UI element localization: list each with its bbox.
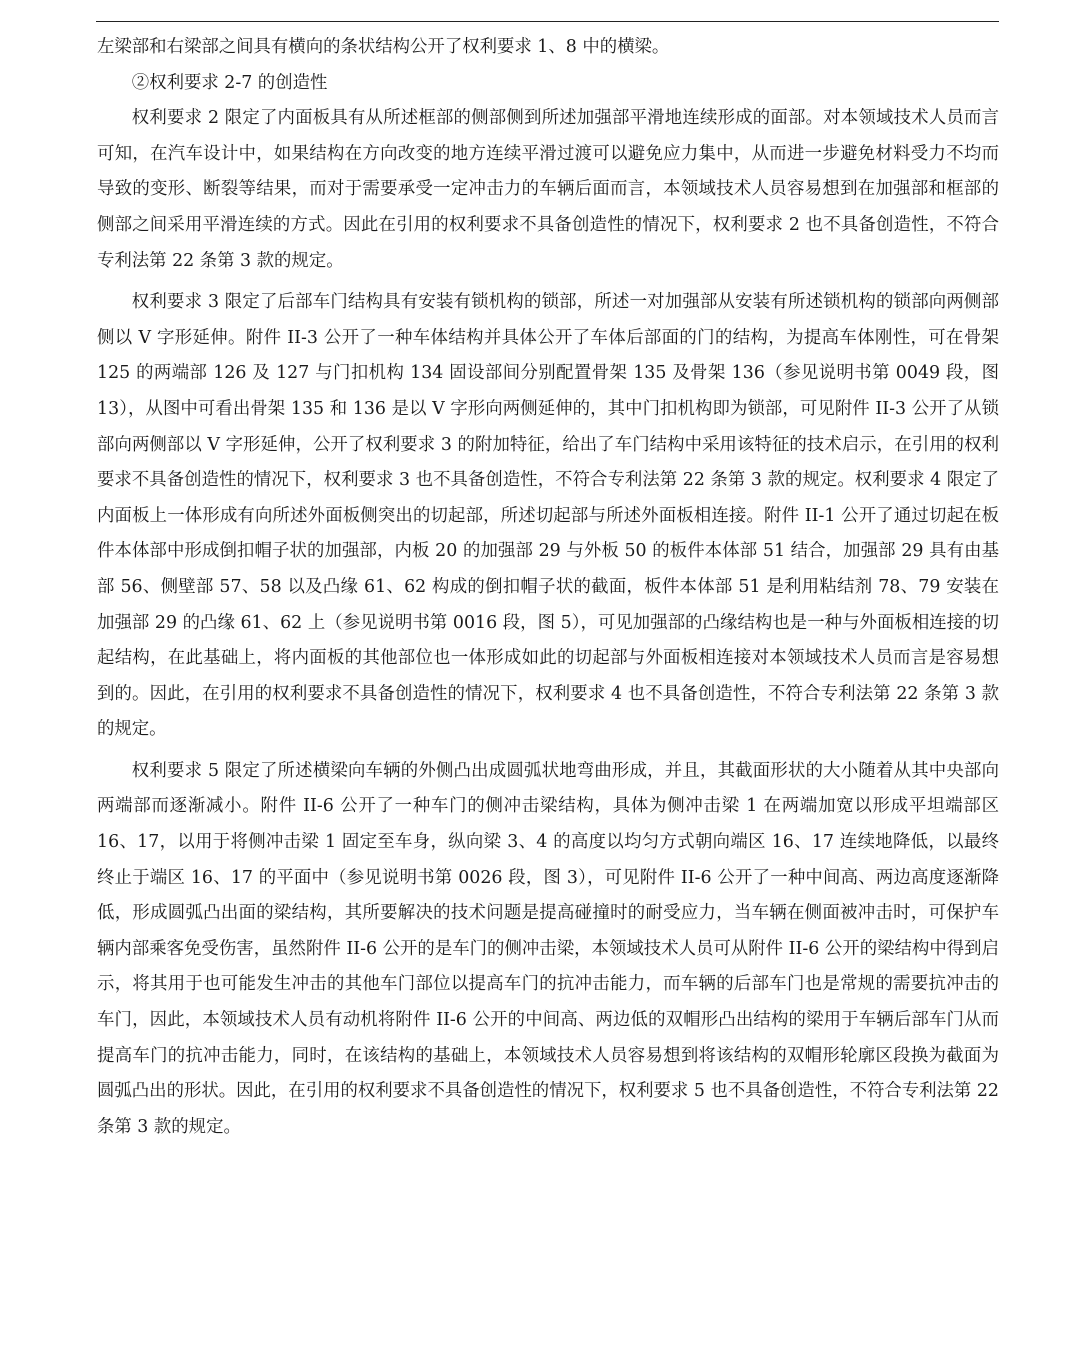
- paragraph-continuation: 左梁部和右梁部之间具有横向的条状结构公开了权利要求 1、8 中的横梁。: [97, 37, 670, 57]
- header-rule: [96, 21, 999, 22]
- paragraph-claims-3-4: 权利要求 3 限定了后部车门结构具有安装有锁机构的锁部，所述一对加强部从安装有所述锁机构的锁部向两侧部侧以 V 字形延伸。附件 II-3 公开了一种车体结构并具体公开了车体后部面的门的结构，为提高车体刚性，可在骨架 125 的两端部 126 及 127 与门扣机构 134 固设部间分别配置骨架 135 及骨架 136（参见说明书第 0049 段，图 13），从图中可看出骨架 135 和 136 是以 V 字形向两侧延伸的，其中门扣机构即为锁部，可见附件 II-3 公开了从锁部向两侧部以 V 字形延伸，公开了权利要求 3 的附加特征，给出了车门结构中采用该特征的技术启示，在引用的权利要求不具备创造性的情况下，权利要求 3 也不具备创造性，不符合专利法第 22 条第 3 款的规定。权利要求 4 限定了内面板上一体形成有向所述外面板侧突出的切起部，所述切起部与所述外面板相连接。附件 II-1 公开了通过切起在板件本体部中形成倒扣帽子状的加强部，内板 20 的加强部 29 与外板 50 的板件本体部 51 结合，加强部 29 具有由基部 56、侧壁部 57、58 以及凸缘 61、62 构成的倒扣帽子状的截面，板件本体部 51 是利用粘结剂 78、79 安装在加强部 29 的凸缘 61、62 上（参见说明书第 0016 段，图 5），可见加强部的凸缘结构也是一种与外面板相连接的切起结构，在此基础上，将内面板的其他部位也一体形成如此的切起部与外面板相连接对本领域技术人员而言是容易想到的。因此，在引用的权利要求不具备创造性的情况下，权利要求 4 也不具备创造性，不符合专利法第 22 条第 3 款的规定。: [97, 292, 999, 740]
- paragraph-claim-2: 权利要求 2 限定了内面板具有从所述框部的侧部侧到所述加强部平滑地连续形成的面部。对本领域技术人员而言可知，在汽车设计中，如果结构在方向改变的地方连续平滑过渡可以避免应力集中，从而进一步避免材料受力不均而导致的变形、断裂等结果，而对于需要承受一定冲击力的车辆后面而言，本领域技术人员容易想到在加强部和框部的侧部之间采用平滑连续的方式。因此在引用的权利要求不具备创造性的情况下，权利要求 2 也不具备创造性，不符合专利法第 22 条第 3 款的规定。: [97, 108, 999, 271]
- document-body: [97, 30, 999, 1145]
- section-heading-claims-2-7: ②权利要求 2-7 的创造性: [131, 72, 328, 93]
- paragraph-claim-5: 权利要求 5 限定了所述横梁向车辆的外侧凸出成圆弧状地弯曲形成，并且，其截面形状的大小随着从其中央部向两端部而逐渐减小。附件 II-6 公开了一种车门的侧冲击梁结构，具体为侧冲击梁 1 在两端加宽以形成平坦端部区 16、17，以用于将侧冲击梁 1 固定至车身，纵向梁 3、4 的高度以均匀方式朝向端区 16、17 连续地降低，以最终终止于端区 16、17 的平面中（参见说明书第 0026 段，图 3），可见附件 II-6 公开了一种中间高、两边高度逐渐降低，形成圆弧凸出面的梁结构，其所要解决的技术问题是提高碰撞时的耐受应力，当车辆在侧面被冲击时，可保护车辆内部乘客免受伤害，虽然附件 II-6 公开的是车门的侧冲击梁，本领域技术人员可从附件 II-6 公开的梁结构中得到启示，将其用于也可能发生冲击的其他车门部位以提高车门的抗冲击能力，而车辆的后部车门也是常规的需要抗冲击的车门，因此，本领域技术人员有动机将附件 II-6 公开的中间高、两边低的双帽形凸出结构的梁用于车辆后部车门从而提高车门的抗冲击能力，同时，在该结构的基础上，本领域技术人员容易想到将该结构的双帽形轮廓区段换为截面为圆弧凸出的形状。因此，在引用的权利要求不具备创造性的情况下，权利要求 5 也不具备创造性，不符合专利法第 22 条第 3 款的规定。: [97, 760, 999, 1137]
